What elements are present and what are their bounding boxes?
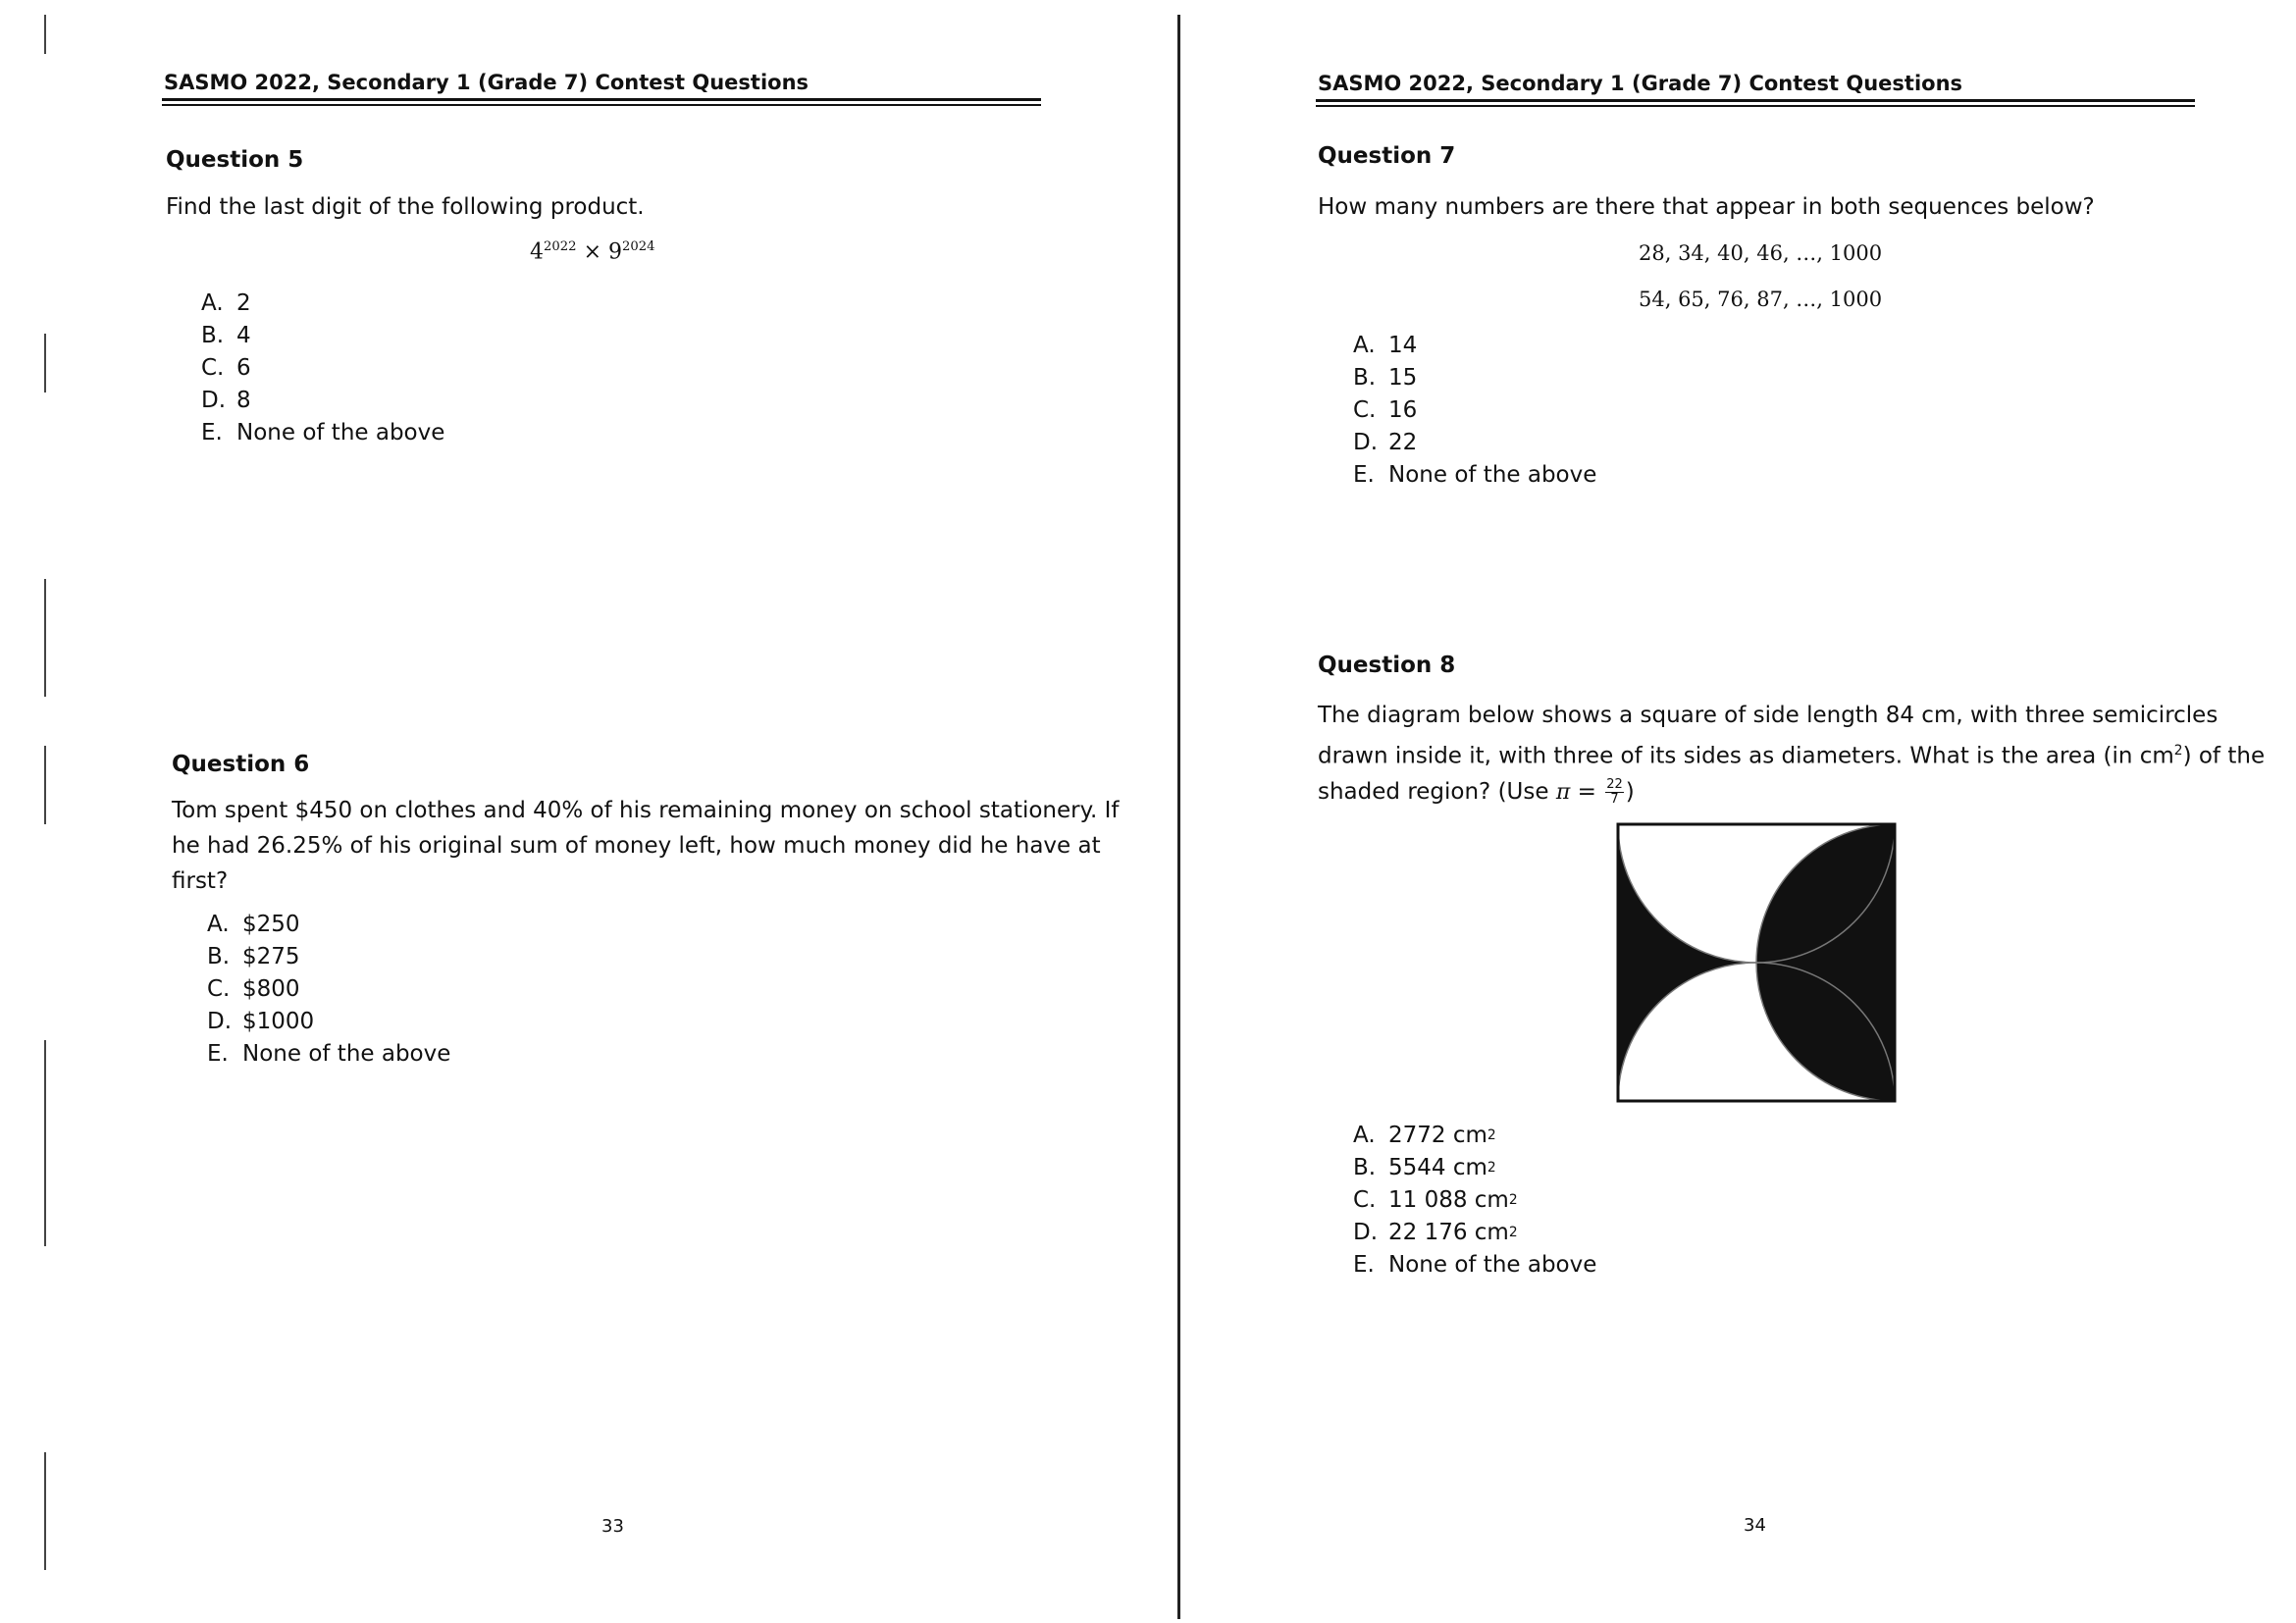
question-7-heading: Question 7 [1318, 143, 1456, 169]
question-8-options [1353, 1120, 1596, 1282]
option-a: A. 2 [201, 290, 251, 316]
question-6-options [207, 909, 450, 1071]
option-b: B. $275 [207, 944, 300, 969]
question-6-heading: Question 6 [172, 752, 310, 777]
question-8-text: The diagram below shows a square of side length 84 cm, with three semicircles drawn inside it, with three of its sides as diameters. What is the area (in $cm^2$) of the shaded region? (Use π = $\frac{22}{7}$ ) [1318, 703, 2266, 807]
question-6-text: Tom spent $450 on clothes and 40% of his remaining money on school stationery. If he had 26.25% of his original sum of money left, how much money did he have at first? [172, 798, 1120, 894]
sequence-2: 54, 65, 76, 87, …, 1000 [1639, 288, 1883, 311]
shaded-region-right [1756, 824, 1897, 1101]
option-c: C. 11 088 cm 2 [1353, 1187, 1518, 1213]
option-e: E. None of the above [207, 1041, 451, 1067]
scan-edge-mark [44, 1040, 46, 1246]
header-rule [162, 104, 1041, 106]
page-header-title: SASMO 2022, Secondary 1 (Grade 7) Contest Questions [1318, 72, 1963, 95]
option-a: A. 14 [1353, 333, 1418, 358]
scan-edge-mark [44, 334, 46, 393]
scan-edge-mark [44, 746, 46, 824]
option-a: A. $250 [207, 912, 300, 937]
option-b: B. 15 [1353, 365, 1418, 391]
header-rule [1316, 99, 2195, 102]
option-b: B. 5544 cm 2 [1353, 1155, 1496, 1180]
shaded-region-left [1618, 824, 1756, 1101]
option-a: A. 2772 cm 2 [1353, 1123, 1496, 1148]
sequence-1: 28, 34, 40, 46, …, 1000 [1639, 241, 1883, 265]
option-d: D. 22 176 cm 2 [1353, 1220, 1518, 1245]
pi-fraction: $\frac{22}{7}$ [1606, 776, 1623, 807]
page-number: 34 [1744, 1515, 1766, 1536]
question-7-options [1353, 330, 1596, 492]
option-c: C. $800 [207, 976, 300, 1002]
option-c: C. 16 [1353, 397, 1418, 423]
option-d: D. 22 [1353, 430, 1418, 455]
header-rule [162, 98, 1041, 101]
option-e: E. None of the above [201, 420, 445, 445]
right-page [1180, 0, 2296, 1623]
question-5-text: Find the last digit of the following product. [166, 194, 645, 220]
option-e: E. None of the above [1353, 1252, 1597, 1278]
question-5-heading: Question 5 [166, 147, 304, 173]
semicircle-square-diagram [1616, 822, 1897, 1103]
page-number: 33 [601, 1516, 624, 1537]
option-c: C. 6 [201, 355, 251, 381]
scan-edge-mark [44, 15, 46, 54]
scan-edge-mark [44, 579, 46, 697]
page-header-title: SASMO 2022, Secondary 1 (Grade 7) Contest Questions [164, 71, 809, 94]
option-d: D. $1000 [207, 1009, 315, 1034]
question-5-expression: $4^{2022} \times 9^{2024}$ [530, 239, 655, 265]
option-b: B. 4 [201, 323, 251, 348]
option-d: D. 8 [201, 388, 251, 413]
scan-edge-mark [44, 1452, 46, 1570]
header-rule [1316, 105, 2195, 107]
question-8-heading: Question 8 [1318, 653, 1456, 678]
question-5-options [201, 288, 444, 449]
question-7-text: How many numbers are there that appear in both sequences below? [1318, 194, 2095, 220]
option-e: E. None of the above [1353, 462, 1597, 488]
